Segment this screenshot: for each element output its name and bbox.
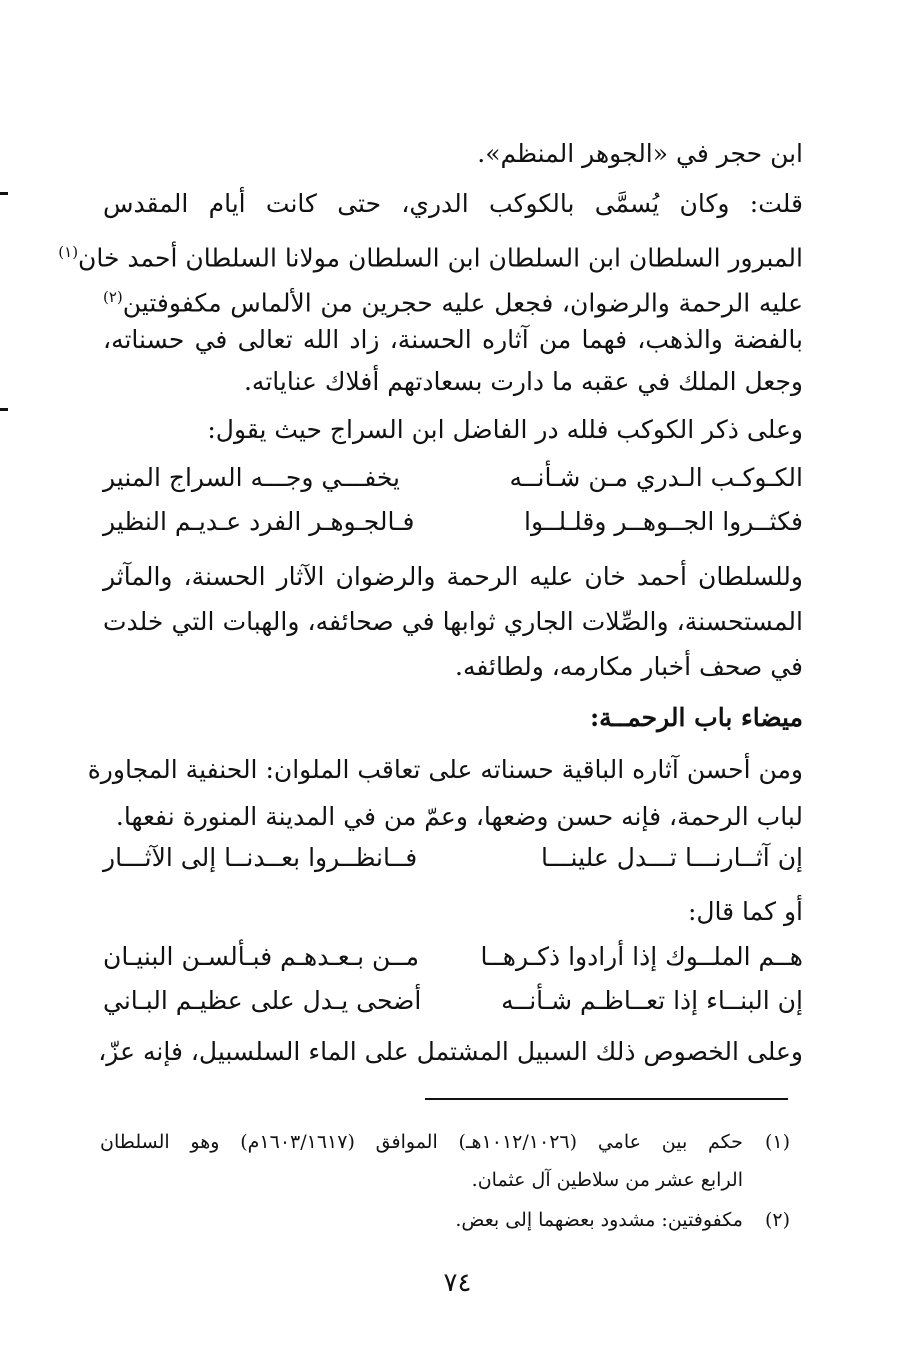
body-line: ومن أحسن آثاره الباقية حسناته على تعاقب الملوان: الحنفية المجاورة (87, 755, 803, 784)
footnote-ref: (١) (58, 243, 79, 261)
verse-second-half: مــن بـعـدهـم فبـألسـن البنيـان (103, 942, 420, 971)
footnote-text: حكم بين عامي (١٠١٢/١٠٢٦هـ) الموافق (١٦٠٣/١٦١٧م) وهو السلطان (100, 1131, 743, 1153)
body-line: ابن حجر في «الجوهر المنظم». (477, 139, 803, 168)
body-line: لباب الرحمة، فإنه حسن وضعها، وعمّ من في المدينة المنورة نفعها. (115, 802, 803, 831)
verse-second-half: فــانظــروا بعــدنــا إلى الآثـــار (103, 843, 418, 872)
poem-verse (103, 500, 803, 544)
poem-verse (103, 979, 803, 1023)
body-line: بالفضة والذهب، فهما من آثاره الحسنة، زاد الله تعالى في حسناته، (103, 325, 803, 354)
poem-verse (103, 836, 803, 880)
footnote-number: (٢) (764, 1209, 790, 1231)
section-heading: ميضاء باب الرحمــة: (589, 703, 803, 732)
body-line: قلت: وكان يُسمَّى بالكوكب الدري، حتى كانت أيام المقدس (103, 189, 803, 218)
body-line: وعلى الخصوص ذلك السبيل المشتمل على الماء السلسبيل، فإنه عزّ، (98, 1037, 803, 1066)
verse-second-half: فـالجـوهـر الفرد عـديـم النظير (103, 507, 415, 536)
verse-first-half: الكـوكـب الـدري مـن شـأنــه (509, 463, 803, 492)
body-line: وعلى ذكر الكوكب فلله در الفاضل ابن السراج حيث يقول: (207, 415, 803, 444)
poem-verse (103, 456, 803, 500)
page-number: ٧٤ (443, 1268, 472, 1298)
poem-verse (103, 935, 803, 979)
body-line: المستحسنة، والصِّلات الجاري ثوابها في صحائفه، والهبات التي خلدت (103, 607, 803, 636)
footnote (100, 1202, 790, 1238)
verse-second-half: أضحى يـدل على عظيـم البـاني (103, 986, 422, 1015)
footnote-continuation: الرابع عشر من سلاطين آل عثمان. (471, 1169, 743, 1191)
body-line: أو كما قال: (687, 897, 803, 926)
footnote-text: مكفوفتين: مشدود بعضهما إلى بعض. (455, 1209, 743, 1231)
verse-first-half: هــم الملــوك إذا أرادوا ذكـرهــا (480, 942, 803, 971)
verse-first-half: إن البنــاء إذا تعــاظـم شـأنــه (501, 986, 803, 1015)
body-line: في صحف أخبار مكارمه، ولطائفه. (455, 652, 803, 681)
footnote (100, 1124, 790, 1160)
body-line: عليه الرحمة والرضوان، فجعل عليه حجرين من الألماس مكفوفتين$^{(٢)}$ (103, 288, 803, 318)
margin-mark (0, 192, 8, 195)
body-line: المبرور السلطان ابن السلطان ابن السلطان مولانا السلطان أحمد خان$^{(١)}$ (58, 243, 803, 273)
footnote-number: (١) (764, 1131, 790, 1153)
body-line: وللسلطان أحمد خان عليه الرحمة والرضوان الآثار الحسنة، والمآثر (103, 562, 803, 591)
footnote-separator (425, 1098, 788, 1100)
footnote-ref: (٢) (103, 288, 123, 306)
verse-first-half: إن آثــارنـــا تـــدل علينـــا (540, 843, 803, 872)
verse-first-half: فكثــروا الجــوهــر وقلـلــوا (524, 507, 803, 536)
margin-mark (0, 408, 8, 411)
verse-second-half: يخفـــي وجـــه السراج المنير (103, 463, 400, 492)
body-line: وجعل الملك في عقبه ما دارت بسعادتهم أفلاك عناياته. (243, 367, 803, 396)
